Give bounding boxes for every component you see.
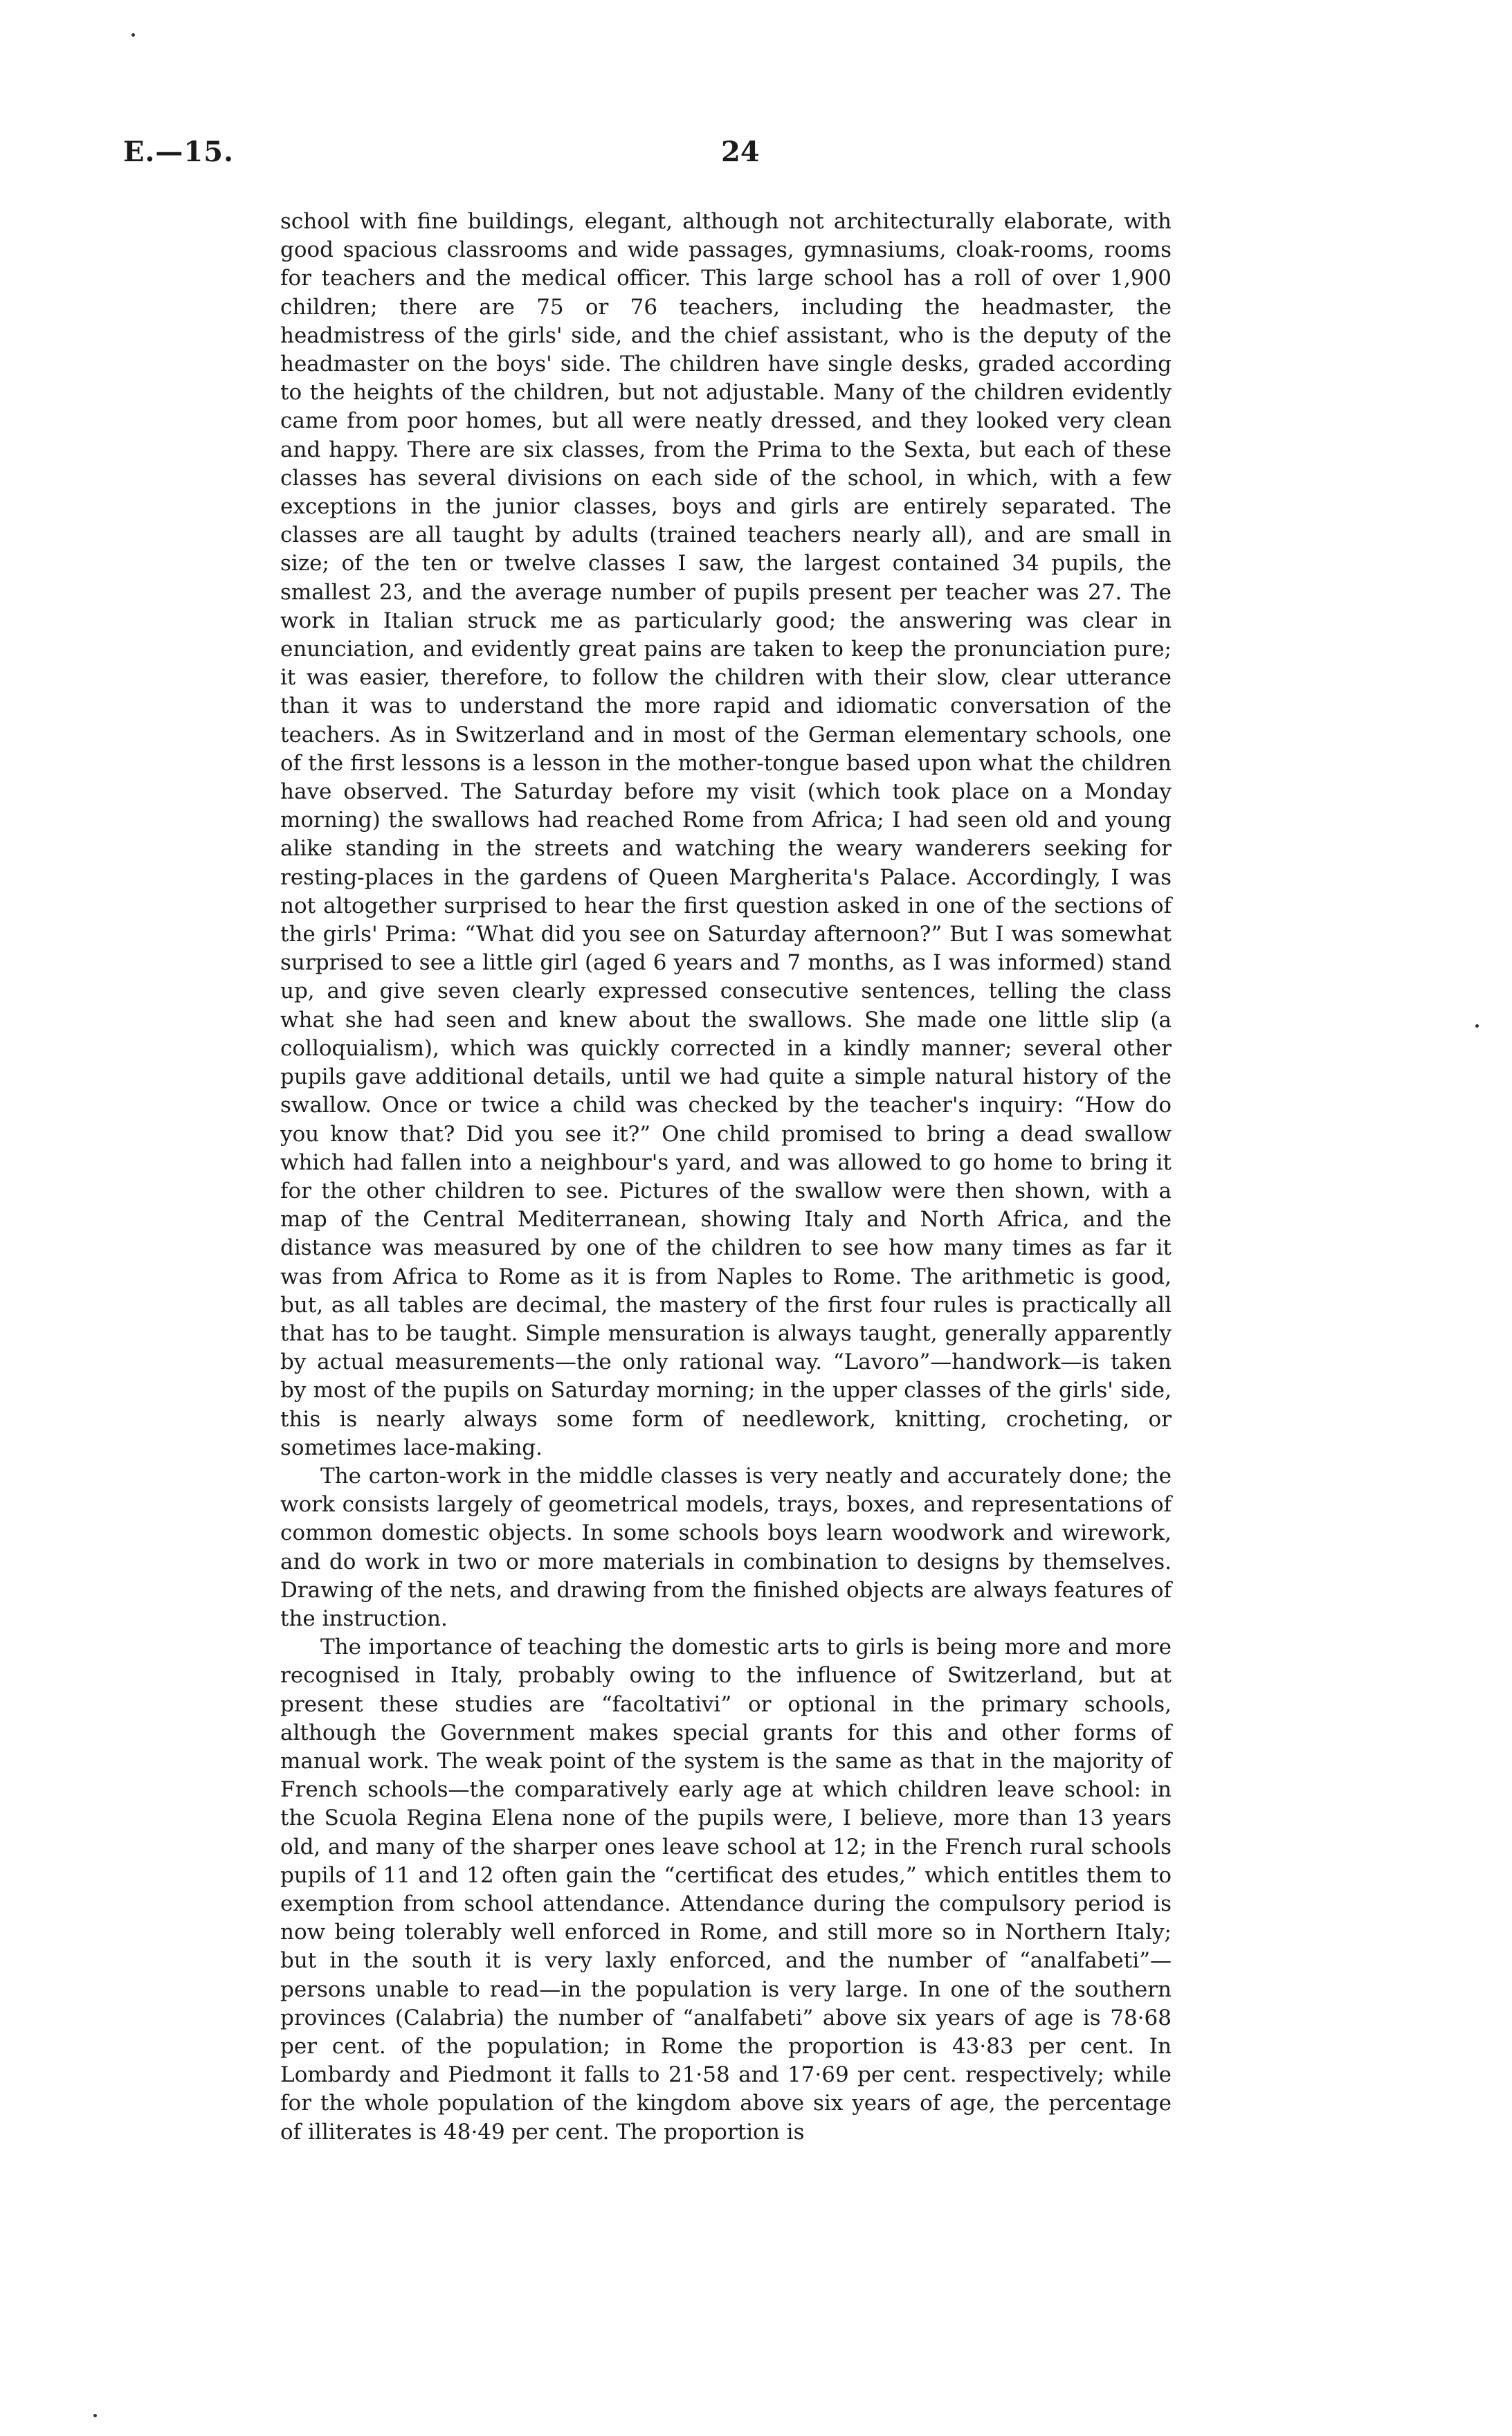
document-reference: E.—15.: [123, 136, 235, 168]
scan-speck: [131, 33, 135, 37]
scan-speck: [93, 2414, 97, 2417]
paragraph-continued: school with fine buildings, elegant, although not architecturally elaborate, with good spacious classrooms and wide passages, gymnasiums, cloak-rooms, rooms for teachers and the medical officer. This large school has a roll of over 1,900 children; there are 75 or 76 teachers, including the headmaster, the headmistress of the girls' side, and the chief assistant, who is the deputy of the headmaster on the boys' side. The children have single desks, graded according to the heights of the children, but not adjustable. Many of the children evidently came from poor homes, but all were neatly dressed, and they looked very clean and happy. There are six classes, from the Prima to the Sexta, but each of these classes has several divisions on each side of the school, in which, with a few exceptions in the junior classes, boys and girls are entirely separated. The classes are all taught by adults (trained teachers nearly all), and are small in size; of the ten or twelve classes I saw, the largest contained 34 pupils, the smallest 23, and the average number of pupils present per teacher was 27. The work in Italian struck me as particularly good; the answering was clear in enunciation, and evidently great pains are taken to keep the pronunciation pure; it was easier, therefore, to follow the children with their slow, clear utterance than it was to understand the more rapid and idiomatic conversation of the teachers. As in Switzerland and in most of the German elementary schools, one of the first lessons is a lesson in the mother-tongue based upon what the children have observed. The Saturday before my visit (which took place on a Monday morning) the swallows had reached Rome from Africa; I had seen old and young alike standing in the streets and watching the weary wanderers seeking for resting-places in the gardens of Queen Margherita's Palace. Accordingly, I was not altogether surprised to hear the first question asked in one of the sections of the girls' Prima: “What did you see on Saturday afternoon?” But I was somewhat surprised to see a little girl (aged 6 years and 7 months, as I was informed) stand up, and give seven clearly expressed consecutive sentences, telling the class what she had seen and knew about the swallows. She made one little slip (a colloquialism), which was quickly corrected in a kindly manner; several other pupils gave additional details, until we had quite a simple natural history of the swallow. Once or twice a child was checked by the teacher's inquiry: “How do you know that? Did you see it?” One child promised to bring a dead swallow which had fallen into a neighbour's yard, and was allowed to go home to bring it for the other children to see. Pictures of the swallow were then shown, with a map of the Central Mediterranean, showing Italy and North Africa, and the distance was measured by one of the children to see how many times as far it was from Africa to Rome as it is from Naples to Rome. The arithmetic is good, but, as all tables are decimal, the mastery of the first four rules is practically all that has to be taught. Simple mensuration is always taught, generally apparently by actual measurements—the only rational way. “Lavoro”—handwork—is taken by most of the pupils on Saturday morning; in the upper classes of the girls' side, this is nearly always some form of needlework, knitting, crocheting, or sometimes lace-making.: [280, 209, 1172, 1460]
body-text: [280, 208, 1172, 2147]
page-header: [0, 136, 1512, 184]
paragraph-domestic-arts: The importance of teaching the domestic arts to girls is being more and more recognised in Italy, probably owing to the influence of Switzerland, but at present these studies are “facoltativi” or optional in the primary schools, although the Government makes special grants for this and other forms of manual work. The weak point of the system is the same as that in the majority of French schools—the comparatively early age at which children leave school: in the Scuola Regina Elena none of the pupils were, I believe, more than 13 years old, and many of the sharper ones leave school at 12; in the French rural schools pupils of 11 and 12 often gain the “certificat des etudes,” which entitles them to exemption from school attendance. Attendance during the compulsory period is now being tolerably well enforced in Rome, and still more so in Northern Italy; but in the south it is very laxly enforced, and the number of “analfabeti”—persons unable to read—in the population is very large. In one of the southern provinces (Calabria) the number of “analfabeti” above six years of age is 78·68 per cent. of the population; in Rome the proportion is 43·83 per cent. In Lombardy and Piedmont it falls to 21·58 and 17·69 per cent. respectively; while for the whole population of the kingdom above six years of age, the percentage of illiterates is 48·49 per cent. The proportion is: [280, 1635, 1172, 2145]
page-number: 24: [721, 136, 760, 168]
scan-speck: [1475, 1024, 1479, 1028]
paragraph-carton-work: The carton-work in the middle classes is very neatly and accurately done; the work consists largely of geometrical models, trays, boxes, and representations of common domestic objects. In some schools boys learn woodwork and wirework, and do work in two or more materials in combination to designs by themselves. Drawing of the nets, and drawing from the finished objects are always features of the instruction.: [280, 1463, 1172, 1631]
